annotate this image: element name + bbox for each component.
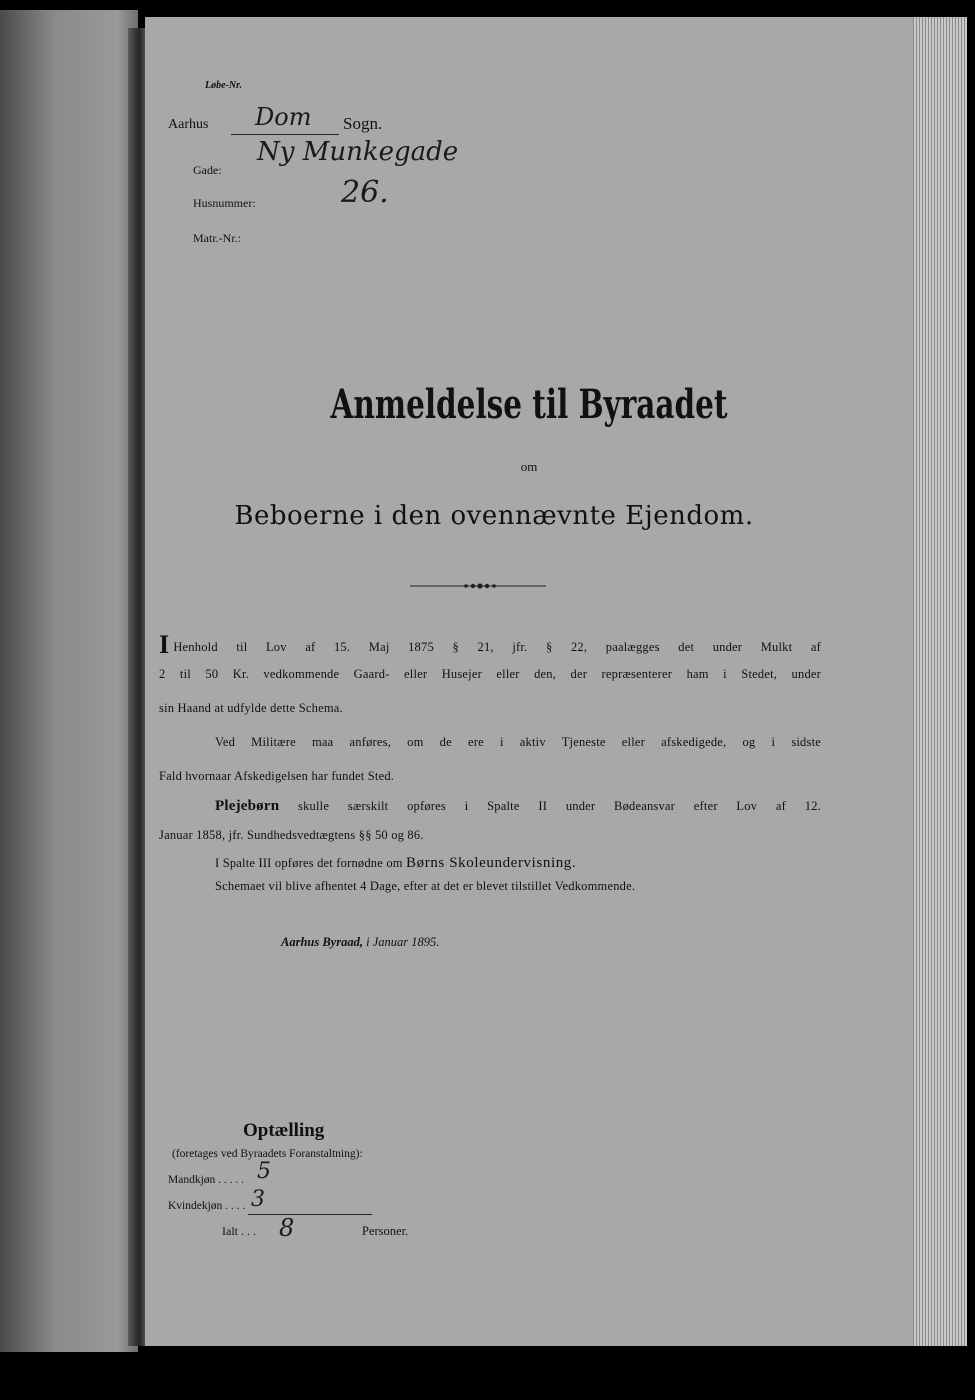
count-title: Optælling [243,1120,325,1141]
ornament-divider [410,581,546,591]
ialt-handwritten-value: 8 [279,1214,295,1242]
paragraph-4 [215,855,576,872]
document-title: Anmeldelse til Byraadet [330,381,728,428]
title-connector: om [520,459,538,474]
count-note: (foretages ved Byraadets Foranstaltning): [172,1148,363,1160]
kvindekjon-label: Kvindekjøn . . . . [168,1200,246,1212]
plejeborn-emphasis: Plejebørn [215,798,280,814]
sogn-handwritten-value: Dom [255,103,312,131]
aarhus-label: Aarhus [168,117,209,132]
paragraph-3-line-2: Januar 1858, jfr. Sundhedsvedtægtens §§ 50 og 86. [159,828,424,842]
paragraph-3-line-1 [215,798,821,815]
skoleundervisning-emphasis: Børns Skoleundervisning. [406,855,577,871]
paragraph-5: Schemaet vil blive afhentet 4 Dage, efter at det er blevet tilstillet Vedkommende. [215,879,636,893]
paragraph-3-line-1-text: skulle særskilt opføres i Spalte II under Bødeansvar efter Lov af 12. [298,799,821,813]
husnummer-handwritten-value: 26. [341,175,389,210]
kvindekjon-handwritten-value: 3 [251,1187,265,1212]
document-page [145,17,913,1346]
paragraph-2-line-1: Ved Militære maa anføres, om de ere i aktiv Tjeneste eller afskedigede, og i sidste [215,735,821,749]
personer-label: Personer. [362,1224,409,1238]
husnummer-label: Husnummer: [193,196,256,210]
signature-line [281,935,439,950]
paragraph-1-line-1 [159,632,821,658]
mandkjon-handwritten-value: 5 [257,1159,271,1184]
paragraph-1-line-3: sin Haand at udfylde dette Schema. [159,701,343,715]
document-subtitle: Beboerne i den ovennævnte Ejendom. [234,501,754,531]
sum-rule [248,1214,372,1215]
sogn-underline [231,134,339,135]
signature-date: i Januar 1895. [366,935,440,949]
mandkjon-label: Mandkjøn . . . . . [168,1174,245,1186]
matr-nr-label: Matr.-Nr.: [193,231,241,245]
gade-handwritten-value: Ny Munkegade [257,137,459,167]
gade-label: Gade: [193,163,222,177]
page-stack-edges [905,17,967,1346]
paragraph-1-line-2: 2 til 50 Kr. vedkommende Gaard- eller Husejer eller den, der repræsenterer ham i Stedet, under [159,667,821,681]
drop-cap: I [159,630,170,659]
paragraph-4-text: I Spalte III opføres det fornødne om [215,856,403,870]
paragraph-2-line-2: Fald hvornaar Afskedigelsen har fundet Sted. [159,769,395,783]
sogn-label: Sogn. [343,114,383,133]
paragraph-1-line-1-text: Henhold til Lov af 15. Maj 1875 § 21, jfr. § 22, paalægges det under Mulkt af [173,640,821,654]
lobe-nr-label: Løbe-Nr. [205,80,242,91]
left-page-edge [0,10,138,1352]
ialt-label: Ialt . . . [222,1224,256,1238]
signature-byraad: Aarhus Byraad, [281,935,363,949]
